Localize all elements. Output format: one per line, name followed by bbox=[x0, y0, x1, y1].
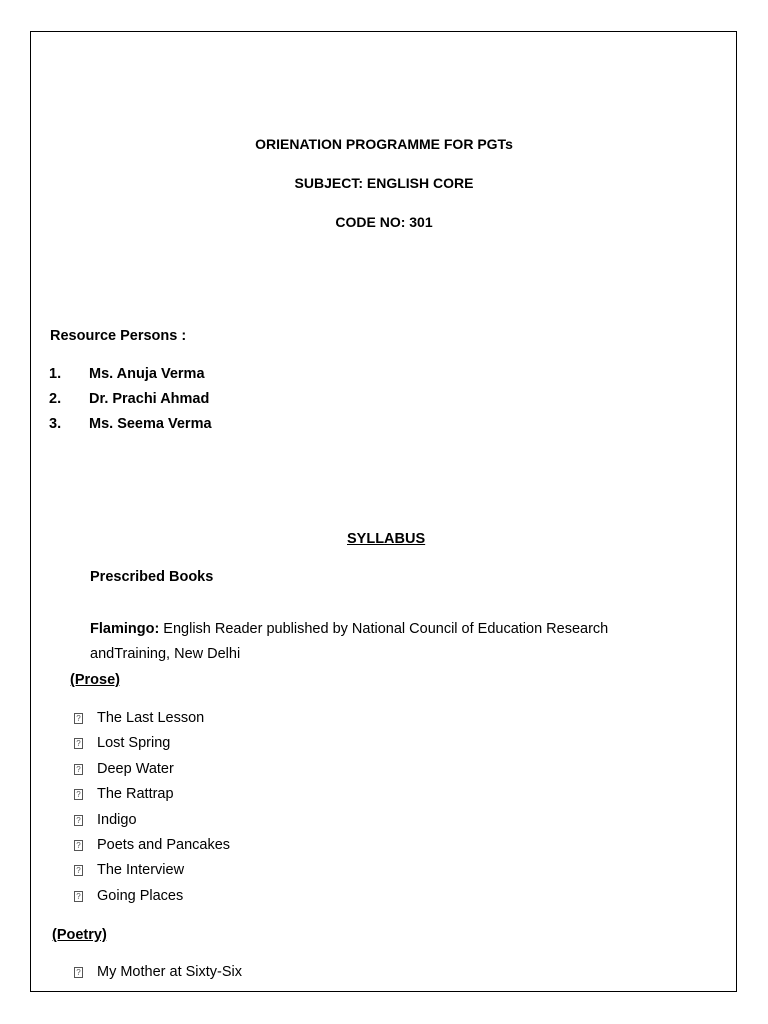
missing-glyph-icon: ? bbox=[74, 713, 83, 724]
prescribed-books-heading: Prescribed Books bbox=[90, 569, 214, 585]
poetry-item: My Mother at Sixty-Six bbox=[97, 964, 243, 980]
missing-glyph-icon: ? bbox=[74, 815, 83, 826]
document-title: ORIENATION PROGRAMME FOR PGTs bbox=[255, 136, 513, 152]
resource-person-item bbox=[49, 391, 209, 407]
prose-item: Poets and Pancakes bbox=[97, 837, 231, 853]
prose-item: The Rattrap bbox=[97, 786, 174, 802]
missing-glyph-icon: ? bbox=[74, 967, 83, 978]
list-item bbox=[74, 837, 230, 853]
syllabus-heading: SYLLABUS bbox=[347, 531, 426, 547]
missing-glyph-icon: ? bbox=[74, 738, 83, 749]
resource-person-item bbox=[49, 416, 212, 432]
missing-glyph-icon: ? bbox=[74, 840, 83, 851]
resource-persons-heading: Resource Persons : bbox=[50, 328, 187, 344]
missing-glyph-icon: ? bbox=[74, 789, 83, 800]
list-item bbox=[74, 964, 242, 980]
missing-glyph-icon: ? bbox=[74, 891, 83, 902]
prose-item: Deep Water bbox=[97, 761, 174, 777]
missing-glyph-icon: ? bbox=[74, 865, 83, 876]
person-name: Ms. Anuja Verma bbox=[89, 366, 205, 382]
list-number: 1. bbox=[49, 366, 62, 382]
code-line: CODE NO: 301 bbox=[335, 214, 433, 230]
list-item bbox=[74, 710, 204, 726]
list-item bbox=[74, 812, 137, 828]
flamingo-label: Flamingo: bbox=[90, 621, 160, 637]
resource-person-item bbox=[49, 366, 205, 382]
list-item bbox=[74, 735, 170, 751]
prose-item: The Interview bbox=[97, 862, 185, 878]
list-number: 2. bbox=[49, 391, 62, 407]
prose-item: Lost Spring bbox=[97, 735, 171, 751]
flamingo-description-line2: andTraining, New Delhi bbox=[90, 646, 241, 662]
prose-item: Indigo bbox=[97, 812, 137, 828]
prose-heading: (Prose) bbox=[70, 672, 120, 688]
flamingo-description-line1 bbox=[90, 621, 608, 637]
list-number: 3. bbox=[49, 416, 62, 432]
list-item bbox=[74, 862, 184, 878]
subject-line: SUBJECT: ENGLISH CORE bbox=[294, 175, 474, 191]
missing-glyph-icon: ? bbox=[74, 764, 83, 775]
list-item bbox=[74, 786, 174, 802]
list-item bbox=[74, 761, 174, 777]
prose-item: Going Places bbox=[97, 888, 184, 904]
person-name: Ms. Seema Verma bbox=[89, 416, 212, 432]
poetry-heading: (Poetry) bbox=[52, 927, 107, 943]
prose-item: The Last Lesson bbox=[97, 710, 205, 726]
flamingo-text: English Reader published by National Council of Education Research bbox=[159, 621, 609, 637]
list-item bbox=[74, 888, 183, 904]
person-name: Dr. Prachi Ahmad bbox=[89, 391, 210, 407]
